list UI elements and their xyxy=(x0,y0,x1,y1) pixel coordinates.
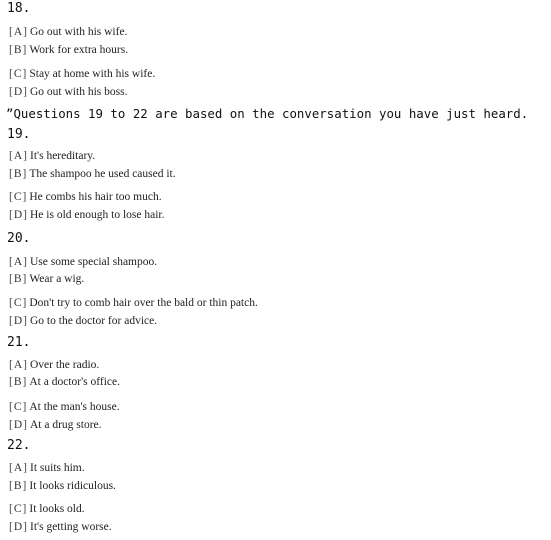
section-instruction: ”Questions 19 to 22 are based on the conversation you have just heard. xyxy=(6,106,529,121)
option-18-c: [C] Stay at home with his wife. xyxy=(9,68,156,80)
option-21-b: [B] At a doctor's office. xyxy=(9,376,120,388)
option-22-d: [D] It's getting worse. xyxy=(9,521,112,533)
option-22-c: [C] It looks old. xyxy=(9,503,85,515)
option-18-a: [A] Go out with his wife. xyxy=(9,26,128,38)
option-19-c: [C] He combs his hair too much. xyxy=(9,191,162,203)
option-22-b: [B] It looks ridiculous. xyxy=(9,480,116,492)
question-number-18: 18. xyxy=(7,1,31,16)
option-18-b: [B] Work for extra hours. xyxy=(9,44,129,56)
option-19-b: [B] The shampoo he used caused it. xyxy=(9,168,176,180)
option-21-c: [C] At the man's house. xyxy=(9,401,120,413)
question-number-21: 21. xyxy=(7,335,31,350)
question-number-20: 20. xyxy=(7,231,31,246)
option-20-c: [C] Don't try to comb hair over the bald or thin patch. xyxy=(9,297,258,309)
option-18-d: [D] Go out with his boss. xyxy=(9,86,128,98)
option-19-d: [D] He is old enough to lose hair. xyxy=(9,209,165,221)
option-21-a: [A] Over the radio. xyxy=(9,359,100,371)
option-20-d: [D] Go to the doctor for advice. xyxy=(9,315,158,327)
option-22-a: [A] It suits him. xyxy=(9,462,85,474)
option-19-a: [A] It's hereditary. xyxy=(9,150,96,162)
question-number-19: 19. xyxy=(7,127,31,142)
option-21-d: [D] At a drug store. xyxy=(9,419,102,431)
option-20-b: [B] Wear a wig. xyxy=(9,273,85,285)
option-20-a: [A] Use some special shampoo. xyxy=(9,256,158,268)
question-number-22: 22. xyxy=(7,438,31,453)
